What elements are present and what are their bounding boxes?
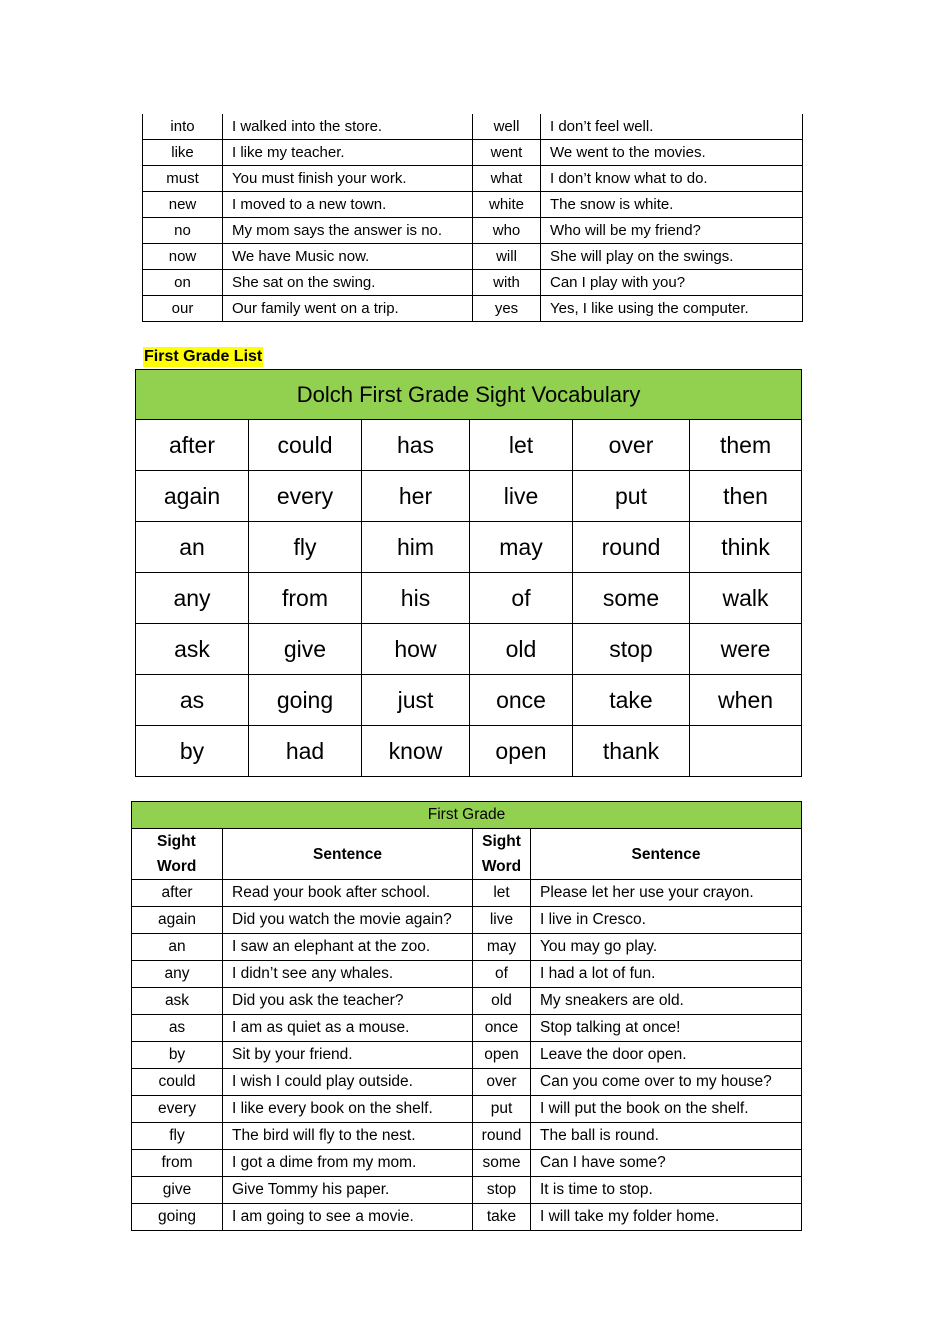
first-grade-title: First Grade	[132, 802, 802, 829]
vocabulary-word: take	[573, 675, 690, 726]
vocabulary-word: some	[573, 573, 690, 624]
sight-word: new	[143, 192, 223, 218]
sight-word-header-2	[473, 829, 531, 880]
sentence: My mom says the answer is no.	[223, 218, 473, 244]
vocabulary-word: over	[573, 420, 690, 471]
vocabulary-word: may	[470, 522, 573, 573]
sentence: Read your book after school.	[223, 880, 473, 907]
sight-word: give	[132, 1177, 223, 1204]
sight-word: take	[473, 1204, 531, 1231]
vocabulary-word: once	[470, 675, 573, 726]
sentence: I had a lot of fun.	[531, 961, 802, 988]
vocabulary-word: then	[690, 471, 802, 522]
sentence: I like my teacher.	[223, 140, 473, 166]
vocabulary-word: were	[690, 624, 802, 675]
sight-word-header	[132, 829, 223, 880]
vocabulary-word: open	[470, 726, 573, 777]
sight-word: may	[473, 934, 531, 961]
table-row	[143, 192, 803, 218]
sight-word-header-2-line1: Sight	[482, 833, 521, 850]
vocabulary-row	[136, 726, 802, 777]
sentence: We went to the movies.	[541, 140, 803, 166]
sight-word: every	[132, 1096, 223, 1123]
sight-word: ask	[132, 988, 223, 1015]
sight-word: as	[132, 1015, 223, 1042]
sentence: You must finish your work.	[223, 166, 473, 192]
table-row	[132, 907, 802, 934]
vocabulary-word: had	[249, 726, 362, 777]
table-row	[143, 218, 803, 244]
vocabulary-word: ask	[136, 624, 249, 675]
sight-word: no	[143, 218, 223, 244]
sentence: I am going to see a movie.	[223, 1204, 473, 1231]
sentence: She sat on the swing.	[223, 270, 473, 296]
sight-word: who	[473, 218, 541, 244]
sight-word: must	[143, 166, 223, 192]
table-row	[143, 270, 803, 296]
vocabulary-row	[136, 420, 802, 471]
sight-word: after	[132, 880, 223, 907]
sight-word: of	[473, 961, 531, 988]
sentence: I wish I could play outside.	[223, 1069, 473, 1096]
sentence: Please let her use your crayon.	[531, 880, 802, 907]
sentence: The bird will fly to the nest.	[223, 1123, 473, 1150]
sentence: Yes, I like using the computer.	[541, 296, 803, 322]
sentence-header: Sentence	[223, 829, 473, 880]
sentence: We have Music now.	[223, 244, 473, 270]
sight-word: some	[473, 1150, 531, 1177]
vocabulary-word: him	[362, 522, 470, 573]
sentence: Sit by your friend.	[223, 1042, 473, 1069]
table-row	[132, 880, 802, 907]
vocabulary-word: her	[362, 471, 470, 522]
sentence-header-2: Sentence	[531, 829, 802, 880]
sentence: I saw an elephant at the zoo.	[223, 934, 473, 961]
vocabulary-word: every	[249, 471, 362, 522]
sight-word: old	[473, 988, 531, 1015]
continued-sentence-table	[142, 114, 803, 322]
sight-word: an	[132, 934, 223, 961]
sentence: Can I play with you?	[541, 270, 803, 296]
first-grade-sentence-table	[131, 801, 802, 1231]
sentence: Did you watch the movie again?	[223, 907, 473, 934]
sight-word: put	[473, 1096, 531, 1123]
section-label: First Grade List	[144, 348, 263, 365]
vocabulary-row	[136, 522, 802, 573]
sentence: I will put the book on the shelf.	[531, 1096, 802, 1123]
vocabulary-word: by	[136, 726, 249, 777]
vocabulary-word: going	[249, 675, 362, 726]
sight-word: live	[473, 907, 531, 934]
table-row	[132, 1042, 802, 1069]
vocabulary-word: give	[249, 624, 362, 675]
vocabulary-word: stop	[573, 624, 690, 675]
table-row	[143, 114, 803, 140]
vocabulary-word: thank	[573, 726, 690, 777]
sight-word: went	[473, 140, 541, 166]
sight-word: well	[473, 114, 541, 140]
sentence: The snow is white.	[541, 192, 803, 218]
sentence: The ball is round.	[531, 1123, 802, 1150]
table-row	[132, 1150, 802, 1177]
sentence: Who will be my friend?	[541, 218, 803, 244]
first-grade-table-body	[132, 880, 802, 1231]
vocabulary-row	[136, 675, 802, 726]
sight-word: yes	[473, 296, 541, 322]
continued-sentence-table-body	[143, 114, 803, 322]
sentence: Give Tommy his paper.	[223, 1177, 473, 1204]
sight-word: will	[473, 244, 541, 270]
vocabulary-word: as	[136, 675, 249, 726]
table-row	[132, 1204, 802, 1231]
sight-word: into	[143, 114, 223, 140]
sentence: I don’t know what to do.	[541, 166, 803, 192]
sight-word: like	[143, 140, 223, 166]
sentence: I moved to a new town.	[223, 192, 473, 218]
table-row	[132, 961, 802, 988]
sight-word: with	[473, 270, 541, 296]
vocabulary-grid-body	[136, 420, 802, 777]
sentence: I walked into the store.	[223, 114, 473, 140]
sentence: You may go play.	[531, 934, 802, 961]
sentence: I don’t feel well.	[541, 114, 803, 140]
sentence: I got a dime from my mom.	[223, 1150, 473, 1177]
sight-word: white	[473, 192, 541, 218]
table-row	[143, 140, 803, 166]
sight-word-header-line2: Word	[157, 858, 197, 875]
table-row	[132, 988, 802, 1015]
sight-word: open	[473, 1042, 531, 1069]
sight-word: any	[132, 961, 223, 988]
vocabulary-word: an	[136, 522, 249, 573]
sentence: I live in Cresco.	[531, 907, 802, 934]
vocabulary-word: from	[249, 573, 362, 624]
vocabulary-word: put	[573, 471, 690, 522]
vocabulary-word: them	[690, 420, 802, 471]
vocabulary-row	[136, 624, 802, 675]
sentence: Leave the door open.	[531, 1042, 802, 1069]
sight-word: now	[143, 244, 223, 270]
vocabulary-word: old	[470, 624, 573, 675]
sentence: Stop talking at once!	[531, 1015, 802, 1042]
vocabulary-word: think	[690, 522, 802, 573]
sight-word: round	[473, 1123, 531, 1150]
sight-word-header-line1: Sight	[157, 833, 196, 850]
table-row	[132, 1123, 802, 1150]
sentence: Our family went on a trip.	[223, 296, 473, 322]
table-row	[143, 166, 803, 192]
sentence: My sneakers are old.	[531, 988, 802, 1015]
sight-word: what	[473, 166, 541, 192]
sentence: Can you come over to my house?	[531, 1069, 802, 1096]
sentence: I will take my folder home.	[531, 1204, 802, 1231]
vocabulary-word: round	[573, 522, 690, 573]
sight-word: our	[143, 296, 223, 322]
vocabulary-word: fly	[249, 522, 362, 573]
sight-word: by	[132, 1042, 223, 1069]
vocabulary-title: Dolch First Grade Sight Vocabulary	[136, 370, 802, 420]
vocabulary-word: just	[362, 675, 470, 726]
sight-vocabulary-table	[135, 369, 802, 777]
table-row	[143, 244, 803, 270]
sentence: She will play on the swings.	[541, 244, 803, 270]
sight-word: once	[473, 1015, 531, 1042]
vocabulary-word: when	[690, 675, 802, 726]
sight-word: fly	[132, 1123, 223, 1150]
sentence: It is time to stop.	[531, 1177, 802, 1204]
table-row	[132, 934, 802, 961]
table-row	[132, 1015, 802, 1042]
vocabulary-word	[690, 726, 802, 777]
vocabulary-word: any	[136, 573, 249, 624]
sight-word: going	[132, 1204, 223, 1231]
sight-word: let	[473, 880, 531, 907]
sight-word-header-2-line2: Word	[481, 858, 522, 875]
vocabulary-word: know	[362, 726, 470, 777]
vocabulary-word: could	[249, 420, 362, 471]
sight-word: over	[473, 1069, 531, 1096]
sentence: Can I have some?	[531, 1150, 802, 1177]
table-row	[143, 296, 803, 322]
table-row	[132, 1069, 802, 1096]
sight-word: again	[132, 907, 223, 934]
sight-word: could	[132, 1069, 223, 1096]
vocabulary-word: after	[136, 420, 249, 471]
sentence: I am as quiet as a mouse.	[223, 1015, 473, 1042]
vocabulary-row	[136, 573, 802, 624]
sentence: I like every book on the shelf.	[223, 1096, 473, 1123]
vocabulary-word: again	[136, 471, 249, 522]
sentence: I didn’t see any whales.	[223, 961, 473, 988]
vocabulary-row	[136, 471, 802, 522]
table-row	[132, 1177, 802, 1204]
vocabulary-word: how	[362, 624, 470, 675]
vocabulary-word: his	[362, 573, 470, 624]
vocabulary-word: has	[362, 420, 470, 471]
sight-word: on	[143, 270, 223, 296]
table-row	[132, 1096, 802, 1123]
sentence: Did you ask the teacher?	[223, 988, 473, 1015]
vocabulary-word: live	[470, 471, 573, 522]
vocabulary-word: walk	[690, 573, 802, 624]
vocabulary-word: of	[470, 573, 573, 624]
vocabulary-word: let	[470, 420, 573, 471]
sight-word: stop	[473, 1177, 531, 1204]
sight-word: from	[132, 1150, 223, 1177]
